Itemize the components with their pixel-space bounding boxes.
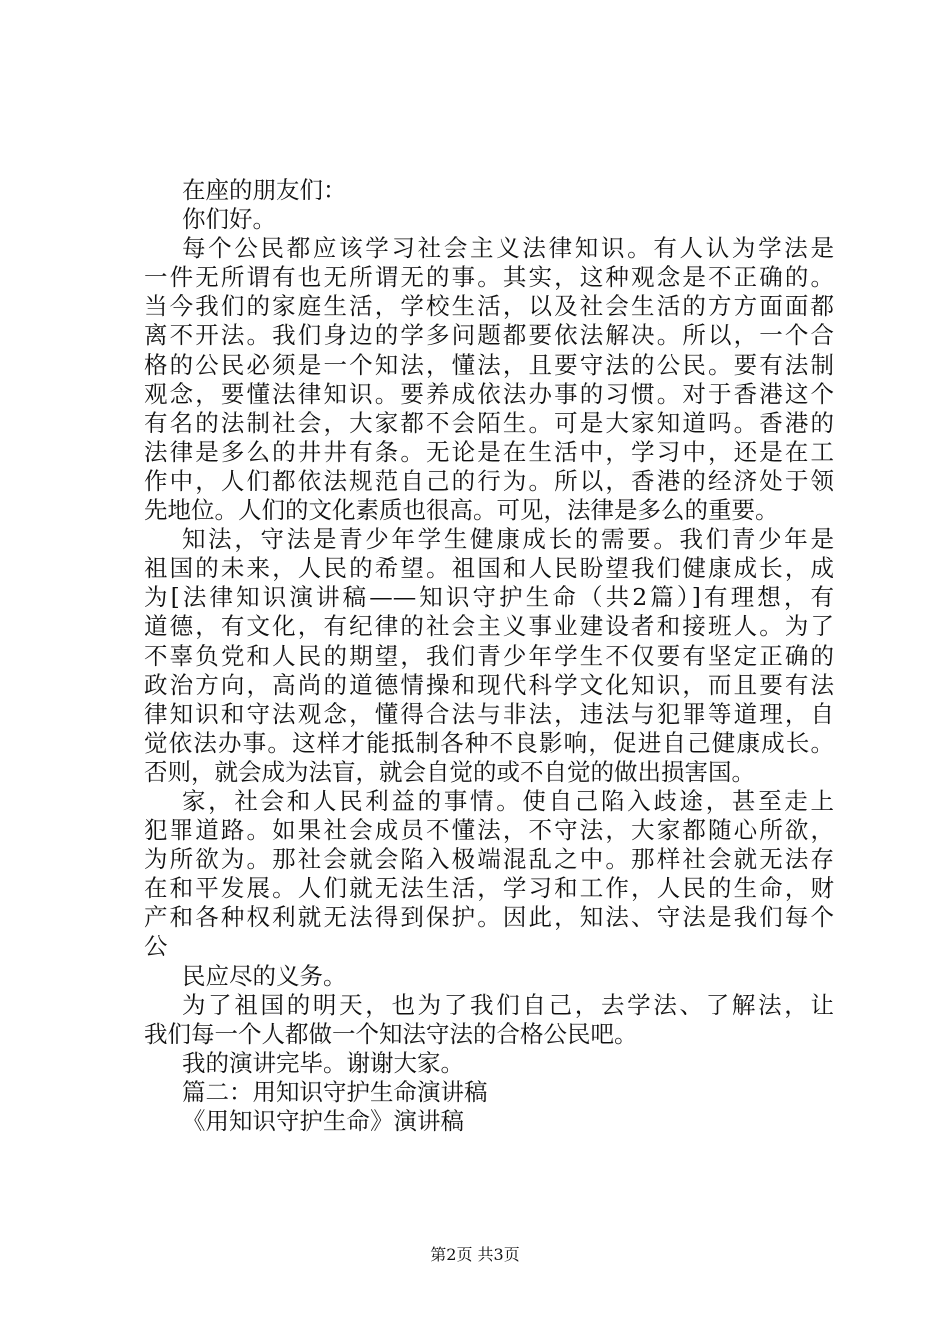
text-line: 每个公民都应该学习社会主义法律知识。有人认为学法是 — [182, 234, 834, 263]
text-line: 否则，就会成为法盲，就会自觉的或不自觉的做出损害国。 — [144, 757, 755, 786]
text-line: 不辜负党和人民的期望，我们青少年学生不仅要有坚定正确的 — [144, 641, 834, 670]
text-line: 《用知识守护生命》演讲稿 — [182, 1107, 464, 1135]
text-line: 当今我们的家庭生活，学校生活，以及社会生活的方方面面都 — [144, 292, 834, 321]
text-line: 律知识和守法观念，懂得合法与非法，违法与犯罪等道理，自 — [144, 699, 834, 728]
text-line: 民应尽的义务。 — [182, 961, 347, 990]
page-footer — [0, 1245, 950, 1265]
text-line: 觉依法办事。这样才能抵制各种不良影响，促进自己健康成长。 — [144, 728, 834, 757]
text-line: 公 — [144, 932, 168, 961]
text-line: 一件无所谓有也无所谓无的事。其实，这种观念是不正确的。 — [144, 263, 834, 292]
text-line: 犯罪道路。如果社会成员不懂法，不守法，大家都随心所欲， — [144, 816, 834, 845]
text-line: 知法，守法是青少年学生健康成长的需要。我们青少年是 — [182, 525, 834, 554]
text-line: 我们每一个人都做一个知法守法的合格公民吧。 — [144, 1019, 638, 1048]
text-line: 为所欲为。那社会就会陷入极端混乱之中。那样社会就无法存 — [144, 845, 834, 874]
text-line: 我的演讲完毕。谢谢大家。 — [182, 1048, 464, 1077]
text-line: 你们好。 — [182, 205, 276, 234]
document-body — [144, 176, 834, 1136]
text-line: 法律是多么的井井有条。无论是在生活中，学习中，还是在工 — [144, 437, 834, 466]
text-line: 道德，有文化，有纪律的社会主义事业建设者和接班人。为了 — [144, 612, 834, 641]
text-line: 格的公民必须是一个知法，懂法，且要守法的公民。要有法制 — [144, 350, 834, 379]
text-line: 观念，要懂法律知识。要养成依法办事的习惯。对于香港这个 — [144, 379, 834, 408]
text-line: 为[法律知识演讲稿——知识守护生命（共2篇）]有理想，有 — [144, 583, 834, 612]
text-line: 祖国的未来，人民的希望。祖国和人民盼望我们健康成长，成 — [144, 554, 834, 583]
text-line: 有名的法制社会，大家都不会陌生。可是大家知道吗。香港的 — [144, 408, 834, 437]
text-line: 先地位。人们的文化素质也很高。可见，法律是多么的重要。 — [144, 496, 779, 525]
text-line: 在和平发展。人们就无法生活，学习和工作，人民的生命，财 — [144, 874, 834, 903]
text-line: 产和各种权利就无法得到保护。因此，知法、守法是我们每个 — [144, 903, 834, 932]
text-line: 在座的朋友们： — [182, 176, 347, 204]
text-line: 为了祖国的明天，也为了我们自己，去学法、了解法，让 — [182, 990, 834, 1019]
text-line: 离不开法。我们身边的学多问题都要依法解决。所以，一个合 — [144, 321, 834, 350]
text-line: 政治方向，高尚的道德情操和现代科学文化知识，而且要有法 — [144, 670, 834, 699]
page-number: 第2页 共3页 — [430, 1245, 520, 1264]
text-line: 篇二：用知识守护生命演讲稿 — [182, 1077, 488, 1106]
text-line: 作中，人们都依法规范自己的行为。所以，香港的经济处于领 — [144, 466, 834, 495]
text-line: 家，社会和人民利益的事情。使自己陷入歧途，甚至走上 — [182, 786, 834, 815]
